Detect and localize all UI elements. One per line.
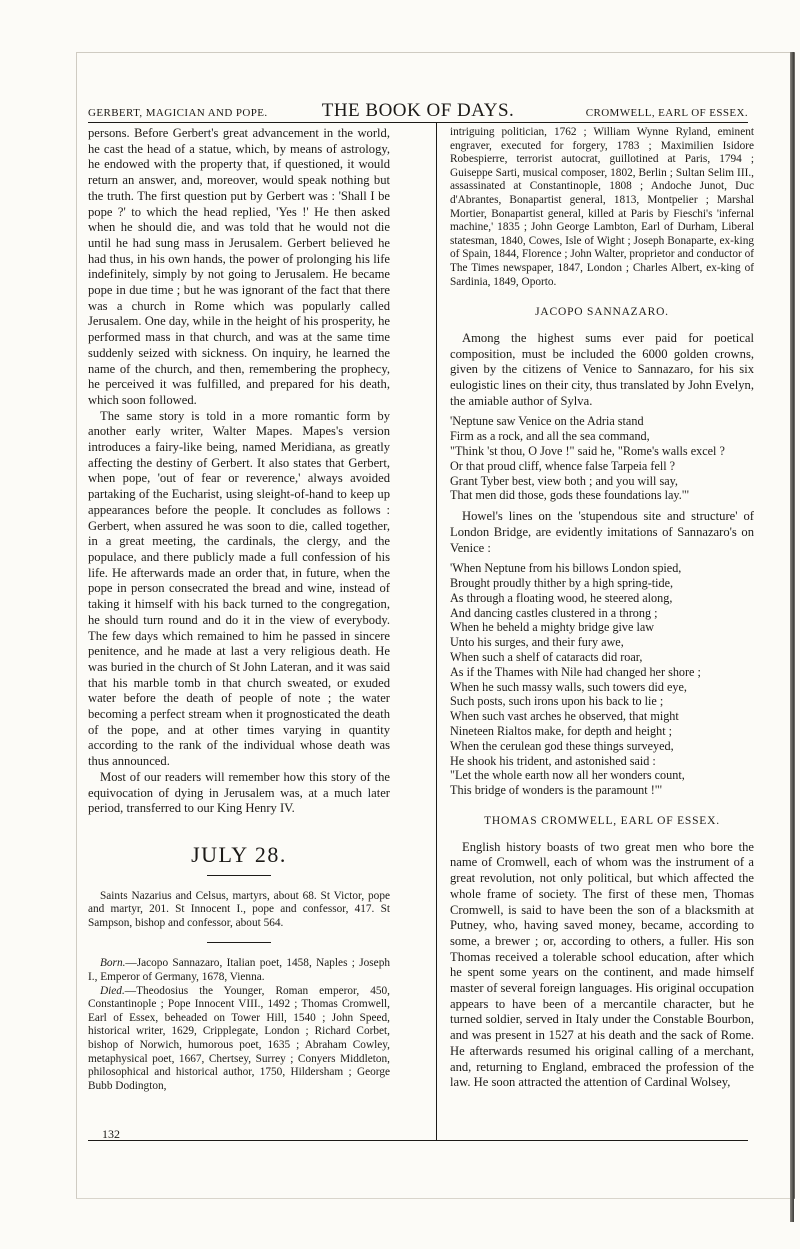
verse-line: And dancing castles clustered in a throng ;	[450, 605, 658, 620]
right-column	[450, 126, 754, 1091]
verse-line: He shook his trident, and astonished said :	[450, 753, 656, 768]
died-label: Died.	[100, 984, 125, 997]
verse-line: When such vast arches he observed, that might	[450, 709, 679, 724]
verse-block	[450, 561, 754, 798]
paragraph: Among the highest sums ever paid for poetical composition, must be included the 6000 golden crowns, given by the citizens of Venice to Sannazaro, for his six eulogistic lines on their city, thus translated by John Evelyn, the amiable author of Sylva.	[450, 330, 754, 408]
short-rule	[207, 875, 271, 876]
verse-line: Nineteen Rialtos make, for depth and height ;	[450, 724, 673, 738]
died-text: —Theodosius the Younger, Roman emperor, 450, Constantinople ; Pope Innocent VIII., 1492 ; Thomas Cromwell, Earl of Essex, beheaded on Tower Hill, 1540 ; John Speed, historical writer, 1629, Cripplegate, London ; Richard Corbet, bishop of Norwich, humorous poet, 1635 ; Abraham Cowley, metaphysical poet, 1667, Chertsey, Surrey ; Conyers Middleton, philosophical and historical author, 1750, Hildersham ; George Bubb Dodington,	[88, 984, 390, 1092]
footer-rule	[88, 1140, 748, 1141]
paragraph: The same story is told in a more romantic form by another early writer, Walter Mapes. Mapes's version introduces a fairy-like being, named Meridiana, as greatly affecting the destiny of Gerbert. It also states that Gerbert, when pope, 'out of fear or reverence,' always avoided partaking of the Eucharist, using sleight-of-hand to keep up appearances before the people. It concludes as follows : Gerbert, when assured he was soon to die, called together, in a great meeting, the cardinals, the clergy, and the populace, and there publicly made a full confession of his life. He afterwards made an order that, in future, when the pope in person consecrated the bread and wine, instead of taking it himself with his back turned to the congregation, he should turn round and do it in the view of everybody. The few days which remained to him he passed in sincere penitence, and he made at last a very religious death. He was buried in the church of St John Lateran, and it was said that his marble tomb in that church sweated, or exuded water before the death of people of note ; the water becoming a perfect stream when it prognosticated the death of the pope, and at other times varying in quantity according to the rank of the individual whose death was thus announced.	[88, 408, 390, 769]
verse-line: When he such massy walls, such towers did eye,	[450, 679, 687, 694]
verse-line: As through a floating wood, he steered along,	[450, 590, 673, 605]
births-entry	[88, 957, 390, 984]
saints-list: Saints Nazarius and Celsus, martyrs, about 68. St Victor, pope and martyr, 201. St Innocent I., pope and confessor, 417. St Sampson, bishop and confessor, about 564.	[88, 889, 390, 929]
born-label: Born.	[100, 957, 126, 970]
header-title: THE BOOK OF DAYS.	[321, 100, 515, 121]
column-divider	[436, 122, 437, 1140]
verse-line: Unto his surges, and their fury awe,	[450, 635, 624, 650]
date-heading: JULY 28.	[191, 841, 287, 867]
verse-line: When the cerulean god these things surveyed,	[450, 738, 674, 753]
verse-line: When he beheld a mighty bridge give law	[450, 620, 655, 635]
verse-line: Or that proud cliff, whence false Tarpeia fell ?	[450, 458, 676, 473]
verse-line: 'When Neptune from his billows London spied,	[450, 561, 682, 576]
verse-block	[450, 414, 754, 503]
section-title: THOMAS CROMWELL, EARL OF ESSEX.	[484, 814, 720, 827]
running-header	[88, 100, 748, 122]
verse-line: As if the Thames with Nile had changed her shore ;	[450, 664, 701, 679]
verse-line: That men did those, gods these foundations lay."'	[450, 488, 689, 503]
paragraph: Howel's lines on the 'stupendous site and structure' of London Bridge, are evidently imitations of Sannazaro's on Venice :	[450, 509, 754, 555]
short-rule	[207, 942, 271, 943]
section-title: JACOPO SANNAZARO.	[535, 306, 669, 319]
verse-line: Brought proudly thither by a high spring-tide,	[450, 576, 674, 591]
header-left: GERBERT, MAGICIAN AND POPE.	[88, 107, 268, 119]
deaths-entry	[88, 985, 390, 1094]
page-number: 132	[102, 1127, 120, 1141]
header-rule	[88, 122, 748, 123]
verse-line: "Let the whole earth now all her wonders count,	[450, 768, 685, 783]
verse-line: Such posts, such irons upon his back to lie ;	[450, 694, 664, 709]
verse-line: Firm as a rock, and all the sea command,	[450, 429, 650, 444]
verse-line: Grant Tyber best, view both ; and you will say,	[450, 473, 678, 488]
verse-line: 'Neptune saw Venice on the Adria stand	[450, 414, 644, 429]
verse-line: When such a shelf of cataracts did roar,	[450, 650, 643, 665]
page-edge-shadow	[790, 52, 794, 1222]
born-text: —Jacopo Sannazaro, Italian poet, 1458, Naples ; Joseph I., Emperor of Germany, 1678, Vienna.	[88, 957, 390, 984]
verse-line: This bridge of wonders is the paramount !"'	[450, 783, 662, 798]
verse-line: "Think 'st thou, O Jove !" said he, "Rome's walls excel ?	[450, 443, 725, 458]
paragraph: Most of our readers will remember how this story of the equivocation of dying in Jerusalem was, at a much later period, transferred to our King Henry IV.	[88, 769, 390, 816]
header-right: CROMWELL, EARL OF ESSEX.	[585, 107, 748, 119]
deaths-continued: intriguing politician, 1762 ; William Wynne Ryland, eminent engraver, executed for forgery, 1783 ; Maximilien Isidore Robespierre, terrorist autocrat, guillotined at Paris, 1794 ; Guiseppe Sarti, musical composer, 1802, Berlin ; Sultan Selim III., assassinated at Constantinople, 1808 ; Andoche Junot, Duc d'Abrantes, Bonapartist general, 1813, Montpelier ; Marshal Mortier, Bonapartist general, killed at Paris by Fieschi's 'infernal machine,' 1835 ; John George Lambton, Earl of Durham, Liberal statesman, 1840, Cowes, Isle of Wight ; Joseph Bonaparte, ex-king of Spain, 1844, Florence ; John Walter, proprietor and conductor of The Times newspaper, 1847, London ; Charles Albert, ex-king of Sardinia, 1849, Oporto.	[450, 126, 754, 288]
left-column	[88, 126, 390, 1093]
paragraph: English history boasts of two great men who bore the name of Cromwell, each of whom was the instrument of a great revolution, not only political, but which affected the whole frame of society. The first of these men, Thomas Cromwell, is said to have been the son of a blacksmith at Putney, who, having saved money, became, according to some, a brewer ; or, according to others, a fuller. His son Thomas received a tolerable school education, after which he spent some years on the continent, and made himself master of several foreign languages. His original occupation appears to have been of a mercantile character, but he turned soldier, served in Italy under the Constable Bourbon, and was present in 1527 at his death and the sack of Rome. He afterwards resumed his original calling of a merchant, and, returning to England, embraced the profession of the law. He soon attracted the attention of Cardinal Wolsey,	[450, 839, 754, 1090]
paragraph: persons. Before Gerbert's great advancement in the world, he cast the head of a statue, which, by means of astrology, he endowed with the property that, if questioned, it would return an answer, and, moreover, would speak nothing but the truth. The first question put by Gerbert was : 'Shall I be pope ?' to which the head replied, 'Yes !' He then asked when he should die, and was told that he would not die until he had sung mass in Jerusalem. Gerbert believed he had thus, in his own hands, the power of prolonging his life indefinitely, simply by not going to Jerusalem. He became pope in due time ; but he was ignorant of the fact that there was a church in Rome which was popularly called Jerusalem. One day, while in the height of his prosperity, he performed mass in that church, and was at the same time suddenly seized with sickness. On inquiry, he learned the name of the church, and then, remembering the prophecy, he perceived it was fulfilled, and prepared for his death, which soon followed.	[88, 126, 390, 407]
